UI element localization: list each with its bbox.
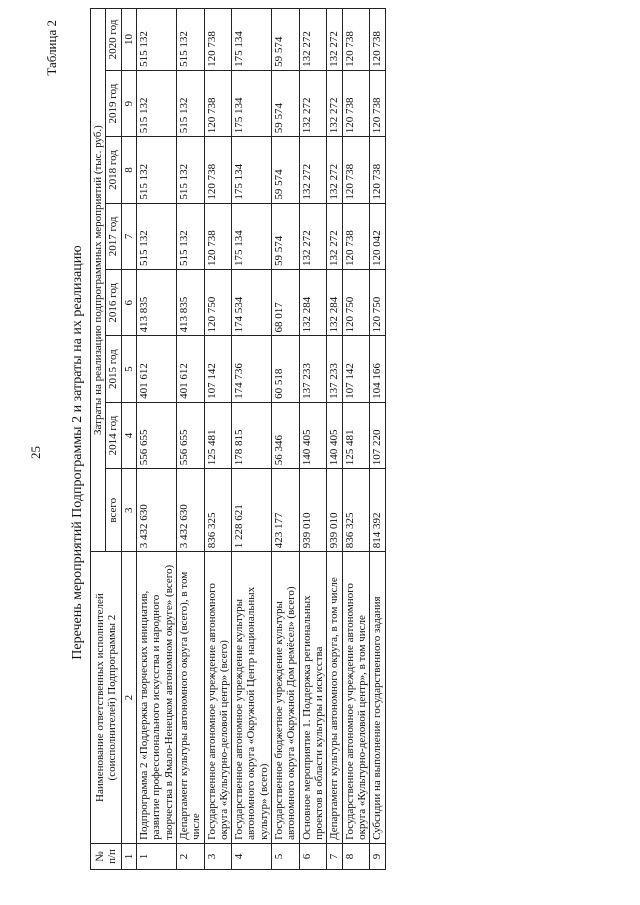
table-row xyxy=(272,9,300,870)
row-year-value: 132 272 xyxy=(299,137,327,203)
row-year-value: 120 738 xyxy=(370,70,385,136)
row-year-value: 120 738 xyxy=(204,203,232,269)
row-year-value: 174 534 xyxy=(232,270,272,336)
row-number: 3 xyxy=(204,843,232,869)
row-total: 939 010 xyxy=(299,469,327,552)
row-number: 6 xyxy=(299,843,327,869)
row-year-value: 132 272 xyxy=(327,137,342,203)
row-year-value: 140 405 xyxy=(327,402,342,468)
row-year-value: 120 738 xyxy=(370,137,385,203)
row-number: 5 xyxy=(272,843,300,869)
row-year-value: 413 835 xyxy=(136,270,176,336)
row-year-value: 120 042 xyxy=(370,203,385,269)
row-total: 939 010 xyxy=(327,469,342,552)
table-row xyxy=(232,9,272,870)
table-row xyxy=(299,9,327,870)
row-name: Департамент культуры автономного округа, в том числе xyxy=(327,552,342,844)
row-name: Основное мероприятие 1. Поддержка региональных проектов в области культуры и искусства xyxy=(299,552,327,844)
table-body xyxy=(136,9,385,870)
header-costs: Затраты на реализацию подпрограммных мероприятий (тыс. руб.) xyxy=(91,9,106,552)
table-row xyxy=(327,9,342,870)
row-year-value: 178 815 xyxy=(232,402,272,468)
row-year-value: 120 738 xyxy=(370,9,385,71)
header-column-numbers-row xyxy=(121,9,136,870)
row-name: Государственное бюджетное учреждение культуры автономного округа «Окружной Дом ремёсел» (всего) xyxy=(272,552,300,844)
row-year-value: 515 132 xyxy=(136,9,176,71)
row-year-value: 120 750 xyxy=(204,270,232,336)
header-column-number: 4 xyxy=(121,402,136,468)
header-column-number: 6 xyxy=(121,270,136,336)
header-column-number: 2 xyxy=(121,552,136,844)
row-year-value: 515 132 xyxy=(136,137,176,203)
row-name: Департамент культуры автономного округа (всего), в том числе xyxy=(176,552,204,844)
row-year-value: 140 405 xyxy=(299,402,327,468)
row-year-value: 556 655 xyxy=(176,402,204,468)
document-title: Перечень мероприятий Подпрограммы 2 и затраты на их реализацию xyxy=(70,245,85,660)
row-year-value: 59 574 xyxy=(272,9,300,71)
header-total: всего xyxy=(106,469,121,552)
row-year-value: 120 738 xyxy=(342,137,370,203)
row-name: Субсидии на выполнение государственного задания xyxy=(370,552,385,844)
row-year-value: 515 132 xyxy=(176,9,204,71)
table-label: Таблица 2 xyxy=(44,20,59,76)
header-year: 2015 год xyxy=(106,336,121,402)
row-year-value: 137 233 xyxy=(327,336,342,402)
row-year-value: 132 272 xyxy=(327,70,342,136)
row-total: 3 432 630 xyxy=(176,469,204,552)
row-number: 9 xyxy=(370,843,385,869)
row-year-value: 174 736 xyxy=(232,336,272,402)
row-year-value: 120 750 xyxy=(370,270,385,336)
row-year-value: 515 132 xyxy=(136,70,176,136)
row-year-value: 120 738 xyxy=(204,137,232,203)
header-column-number: 9 xyxy=(121,70,136,136)
header-year: 2017 год xyxy=(106,203,121,269)
row-year-value: 515 132 xyxy=(136,203,176,269)
row-number: 8 xyxy=(342,843,370,869)
row-year-value: 515 132 xyxy=(176,137,204,203)
row-year-value: 120 738 xyxy=(204,9,232,71)
row-year-value: 125 481 xyxy=(204,402,232,468)
table-row xyxy=(204,9,232,870)
row-year-value: 556 655 xyxy=(136,402,176,468)
row-total: 836 325 xyxy=(342,469,370,552)
row-year-value: 137 233 xyxy=(299,336,327,402)
header-column-number: 10 xyxy=(121,9,136,71)
row-name: Государственное автономное учреждение автономного округа «Культурно-деловой центр» (всего) xyxy=(204,552,232,844)
row-year-value: 175 134 xyxy=(232,9,272,71)
row-year-value: 60 518 xyxy=(272,336,300,402)
row-year-value: 401 612 xyxy=(136,336,176,402)
row-year-value: 132 272 xyxy=(327,9,342,71)
row-number: 7 xyxy=(327,843,342,869)
row-year-value: 515 132 xyxy=(176,203,204,269)
row-year-value: 120 738 xyxy=(342,203,370,269)
row-year-value: 107 142 xyxy=(204,336,232,402)
row-year-value: 107 142 xyxy=(342,336,370,402)
header-year: 2019 год xyxy=(106,70,121,136)
row-year-value: 120 738 xyxy=(342,70,370,136)
row-year-value: 132 272 xyxy=(299,70,327,136)
header-column-number: 3 xyxy=(121,469,136,552)
header-year: 2020 год xyxy=(106,9,121,71)
row-number: 1 xyxy=(136,843,176,869)
header-column-number: 1 xyxy=(121,843,136,869)
row-total: 3 432 630 xyxy=(136,469,176,552)
row-name: Государственное автономное учреждение автономного округа «Культурно-деловой центр», в том числе xyxy=(342,552,370,844)
row-year-value: 59 574 xyxy=(272,70,300,136)
header-column-number: 7 xyxy=(121,203,136,269)
row-total: 814 392 xyxy=(370,469,385,552)
row-year-value: 175 134 xyxy=(232,203,272,269)
row-year-value: 132 272 xyxy=(299,203,327,269)
row-year-value: 401 612 xyxy=(176,336,204,402)
row-year-value: 175 134 xyxy=(232,137,272,203)
header-name: Наименование ответственных исполнителей (соисполнителей) Подпрограммы 2 xyxy=(91,552,122,844)
costs-table xyxy=(90,8,386,870)
row-year-value: 59 574 xyxy=(272,137,300,203)
row-year-value: 132 284 xyxy=(327,270,342,336)
row-year-value: 104 166 xyxy=(370,336,385,402)
table-row xyxy=(342,9,370,870)
header-column-number: 8 xyxy=(121,137,136,203)
row-total: 836 325 xyxy=(204,469,232,552)
header-column-number: 5 xyxy=(121,336,136,402)
row-year-value: 68 017 xyxy=(272,270,300,336)
row-year-value: 132 272 xyxy=(299,9,327,71)
row-year-value: 413 835 xyxy=(176,270,204,336)
row-number: 4 xyxy=(232,843,272,869)
row-year-value: 132 272 xyxy=(327,203,342,269)
row-total: 423 177 xyxy=(272,469,300,552)
table-row xyxy=(370,9,385,870)
table-row xyxy=(176,9,204,870)
row-total: 1 228 621 xyxy=(232,469,272,552)
row-year-value: 175 134 xyxy=(232,70,272,136)
row-year-value: 107 220 xyxy=(370,402,385,468)
row-name: Подпрограмма 2 «Поддержка творческих инициатив, развитие профессионального искусства и народного творчества в Ямало-Ненецком автономном округе» (всего) xyxy=(136,552,176,844)
row-number: 2 xyxy=(176,843,204,869)
row-year-value: 120 738 xyxy=(204,70,232,136)
row-year-value: 59 574 xyxy=(272,203,300,269)
header-year: 2014 год xyxy=(106,402,121,468)
header-number: № п/п xyxy=(91,843,122,869)
row-name: Государственное автономное учреждение культуры автономного округа «Окружной Центр национальных культур» (всего) xyxy=(232,552,272,844)
row-year-value: 120 738 xyxy=(342,9,370,71)
row-year-value: 56 346 xyxy=(272,402,300,468)
row-year-value: 120 750 xyxy=(342,270,370,336)
row-year-value: 125 481 xyxy=(342,402,370,468)
table-row xyxy=(136,9,176,870)
row-year-value: 515 132 xyxy=(176,70,204,136)
page-number: 25 xyxy=(28,446,43,459)
header-year: 2018 год xyxy=(106,137,121,203)
row-year-value: 132 284 xyxy=(299,270,327,336)
header-year: 2016 год xyxy=(106,270,121,336)
